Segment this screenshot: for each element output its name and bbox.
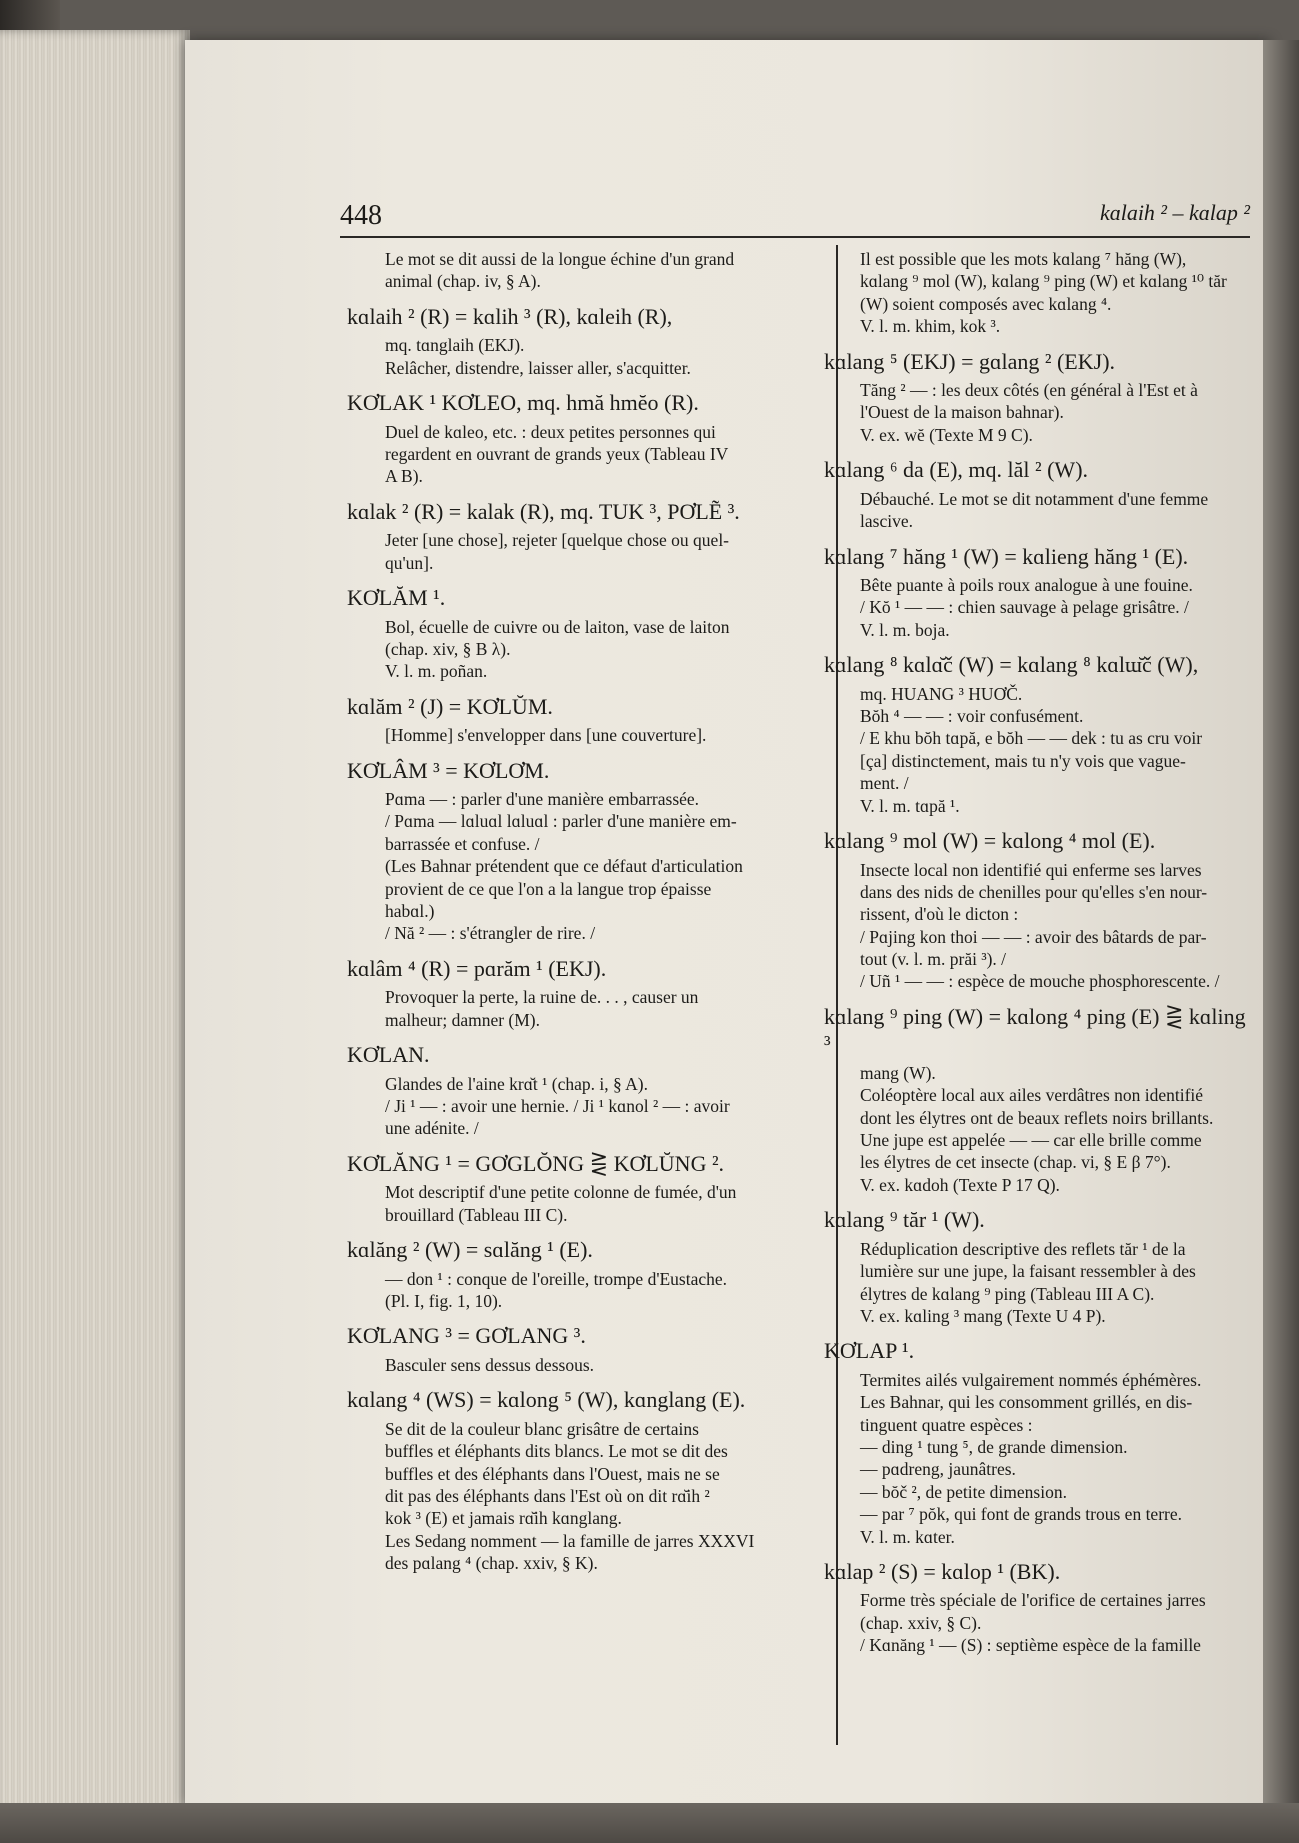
entry-text-line: Une jupe est appelée — — car elle brille comme — [860, 1130, 1202, 1151]
entry-text-line: — don ¹ : conque de l'oreille, trompe d'Eustache. — [385, 1268, 728, 1289]
entry-headword: kɑlang ⁶ da (E), mq. lăl ² (W). — [824, 457, 1089, 483]
entry-text-line: V. ex. wĕ (Texte M 9 C). — [860, 424, 1033, 445]
entry-text-line: / E khu bŏh tɑpă, e bŏh — — dek : tu as cru voir — [860, 728, 1203, 749]
entry-text-line: les élytres de cet insecte (chap. vi, § E β 7°). — [860, 1152, 1171, 1173]
entry-text-line: Le mot se dit aussi de la longue échine d'un grand — [385, 249, 735, 269]
entry-text-line: barrassée et confuse. / — [385, 833, 540, 854]
entry-text-line: [ça] distinctement, mais tu n'y vois que vague- — [860, 750, 1186, 771]
dictionary-entry — [347, 1236, 815, 1312]
entry-text-line: dans des nids de chenilles pour qu'elles s'en nour- — [860, 881, 1208, 902]
dictionary-entry — [824, 1206, 1255, 1327]
entry-text-line: malheur; damner (M). — [385, 1009, 541, 1030]
entry-text-line: V. ex. kɑling ³ mang (Texte U 4 P). — [860, 1305, 1106, 1326]
entry-headword: kɑlak ² (R) = kalak (R), mq. TUK ³, PƠLẼ ³. — [347, 498, 740, 524]
entry-headword: KƠLÂM ³ = KƠLƠM. — [347, 757, 550, 783]
entry-headword: kɑlang ⁹ ping (W) = kɑlong ⁴ ping (E) ⋛ kɑling ³ — [824, 1003, 1246, 1057]
entry-text-line: regardent en ouvrant de grands yeux (Tableau IV — [385, 443, 729, 464]
entry-headword: kɑlap ² (S) = kɑlop ¹ (BK). — [824, 1558, 1061, 1584]
entry-text-line: kɑlang ⁹ mol (W), kɑlang ⁹ ping (W) et kɑlang ¹⁰ tăr — [860, 271, 1227, 292]
dictionary-entry — [824, 1337, 1255, 1548]
table-surface — [0, 1803, 1299, 1843]
dictionary-entry — [824, 1003, 1255, 1196]
dictionary-entry — [824, 827, 1255, 993]
entry-text-line: l'Ouest de la maison bahnar). — [860, 402, 1064, 423]
entry-text-line: / Pɑma — lɑluɑl lɑluɑl : parler d'une manière em- — [385, 811, 737, 832]
entry-headword: kɑlang ⁸ kɑlɑ̆č (W) = kɑlang ⁸ kɑlɯ̆č (W), — [824, 652, 1199, 678]
dictionary-entry — [347, 955, 815, 1031]
entry-text-line: provient de ce que l'on a la langue trop épaisse — [385, 878, 712, 899]
entry-headword: KƠLAN. — [347, 1042, 430, 1068]
entry-text-line: habɑl.) — [385, 901, 435, 922]
dictionary-entry — [860, 248, 1255, 338]
entry-text-line: / Ji ¹ — : avoir une hernie. / Ji ¹ kɑnol ² — : avoir — [385, 1095, 730, 1116]
dictionary-entry — [824, 456, 1255, 532]
entry-text-line: Coléoptère local aux ailes verdâtres non identifié — [860, 1085, 1204, 1106]
entry-text-line: Relâcher, distendre, laisser aller, s'acquitter. — [385, 357, 691, 378]
dictionary-entry — [347, 498, 815, 574]
entry-text-line: Il est possible que les mots kɑlang ⁷ hăng (W), — [860, 249, 1187, 269]
entry-text-line: Mot descriptif d'une petite colonne de fumée, d'un — [385, 1182, 737, 1203]
entry-text-line: / Uñ ¹ — — : espèce de mouche phosphorescente. / — [860, 971, 1220, 992]
entry-text-line: — pɑdreng, jaunâtres. — [860, 1459, 1016, 1480]
dictionary-entry — [347, 303, 815, 379]
entry-text-line: brouillard (Tableau III C). — [385, 1204, 568, 1225]
entry-headword: KƠLAK ¹ KƠLEO, mq. hmă hmĕo (R). — [347, 390, 699, 416]
entry-headword: kɑlăm ² (J) = KƠLŬM. — [347, 693, 553, 719]
entry-headword: kɑlang ⁴ (WS) = kɑlong ⁵ (W), kɑnglang (E). — [347, 1387, 746, 1413]
right-column — [824, 248, 1255, 1667]
entry-text-line: Réduplication descriptive des reflets tăr ¹ de la — [860, 1238, 1186, 1259]
entry-text-line: — par ⁷ pŏk, qui font de grands trous en terre. — [860, 1504, 1182, 1525]
entry-text-line: / Kŏ ¹ — — : chien sauvage à pelage grisâtre. / — [860, 597, 1189, 618]
entry-headword: kɑlăng ² (W) = sɑlăng ¹ (E). — [347, 1237, 593, 1263]
entry-text-line: V. l. m. boja. — [860, 619, 950, 640]
entry-text-line: des pɑlang ⁴ (chap. xxiv, § K). — [385, 1553, 598, 1574]
entry-text-line: / Kɑnăng ¹ — (S) : septième espèce de la famille — [860, 1635, 1201, 1656]
left-column — [347, 248, 815, 1584]
page-stack-edge — [0, 30, 190, 1820]
dictionary-entry — [824, 1558, 1255, 1657]
entry-text-line: buffles et des éléphants dans l'Ouest, mais ne se — [385, 1463, 720, 1484]
entry-headword: kɑlang ⁹ mol (W) = kɑlong ⁴ mol (E). — [824, 828, 1156, 854]
entry-text-line: (W) soient composés avec kɑlang ⁴. — [860, 293, 1112, 314]
dictionary-entry — [824, 651, 1255, 817]
dictionary-entry — [347, 1041, 815, 1140]
entry-text-line: kok ³ (E) et jamais rɑ̆ih kɑnglang. — [385, 1508, 622, 1529]
dictionary-entry — [347, 584, 815, 683]
entry-text-line: (Pl. I, fig. 1, 10). — [385, 1290, 503, 1311]
entry-headword: kɑlaih ² (R) = kɑlih ³ (R), kɑleih (R), — [347, 303, 673, 329]
entry-text-line: Les Sedang nomment — la famille de jarres XXXVI — [385, 1530, 755, 1551]
entry-text-line: (Les Bahnar prétendent que ce défaut d'articulation — [385, 856, 743, 877]
entry-text-line: Les Bahnar, qui les consomment grillés, en dis- — [860, 1392, 1193, 1413]
entry-text-line: — bŏč ², de petite dimension. — [860, 1481, 1067, 1502]
entry-headword: kɑlâm ⁴ (R) = pɑrăm ¹ (EKJ). — [347, 955, 607, 981]
entry-text-line: — ding ¹ tung ⁵, de grande dimension. — [860, 1436, 1128, 1457]
dictionary-entry — [347, 389, 815, 488]
entry-text-line: qu'un]. — [385, 552, 434, 573]
entry-text-line: / Pɑjing kon thoi — — : avoir des bâtards de par- — [860, 926, 1207, 947]
dictionary-entry — [347, 693, 815, 747]
entry-text-line: V. l. m. poñan. — [385, 661, 488, 682]
entry-text-line: mq. HUANG ³ HUƠČ. — [860, 683, 1023, 704]
entry-text-line: Insecte local non identifié qui enferme ses larves — [860, 859, 1202, 880]
entry-text-line: Tăng ² — : les deux côtés (en général à l'Est et à — [860, 380, 1198, 401]
entry-text-line: Bŏh ⁴ — — : voir confusément. — [860, 706, 1084, 727]
dictionary-entry — [347, 757, 815, 945]
entry-text-line: tout (v. l. m. prăi ³). / — [860, 949, 1007, 970]
dictionary-entry — [347, 1322, 815, 1376]
dictionary-entry — [347, 1386, 815, 1574]
entry-text-line: (chap. xiv, § B λ). — [385, 638, 511, 659]
entry-text-line: V. ex. kɑdoh (Texte P 17 Q). — [860, 1174, 1060, 1195]
entry-text-line: V. l. m. kɑter. — [860, 1526, 955, 1547]
entry-text-line: Provoquer la perte, la ruine de. . . , causer un — [385, 987, 699, 1008]
entry-text-line: tinguent quatre espèces : — [860, 1414, 1033, 1435]
entry-text-line: élytres de kɑlang ⁹ ping (Tableau III A C). — [860, 1283, 1155, 1304]
entry-headword: KƠLĂNG ¹ = GƠGLŎNG ⋛ KƠLŬNG ². — [347, 1150, 725, 1176]
entry-text-line: Duel de kɑleo, etc. : deux petites personnes qui — [385, 421, 716, 442]
page-number: 448 — [340, 200, 382, 231]
entry-text-line: Basculer sens dessus dessous. — [385, 1354, 595, 1375]
entry-text-line: une adénite. / — [385, 1118, 479, 1139]
entry-text-line: A B). — [385, 466, 423, 487]
running-head: kɑlaih ² – kɑlap ² — [1099, 200, 1250, 225]
entry-text-line: lascive. — [860, 511, 913, 532]
entry-text-line: ment. / — [860, 773, 909, 794]
entry-text-line: mang (W). — [860, 1062, 936, 1083]
page-header — [340, 200, 1250, 238]
entry-text-line: buffles et éléphants dits blancs. Le mot se dit des — [385, 1441, 728, 1462]
dictionary-entry — [824, 348, 1255, 447]
entry-text-line: / Nă ² — : s'étrangler de rire. / — [385, 923, 596, 944]
dictionary-entry — [824, 543, 1255, 642]
dictionary-entry — [347, 1150, 815, 1226]
entry-text-line: Termites ailés vulgairement nommés éphémères. — [860, 1369, 1202, 1390]
entry-text-line: animal (chap. iv, § A). — [385, 271, 541, 292]
entry-text-line: Débauché. Le mot se dit notamment d'une femme — [860, 488, 1209, 509]
entry-text-line: V. l. m. tɑpă ¹. — [860, 795, 960, 816]
entry-headword: kɑlang ⁵ (EKJ) = gɑlang ² (EKJ). — [824, 348, 1116, 374]
entry-text-line: mq. tɑnglaih (EKJ). — [385, 335, 525, 356]
entry-text-line: Jeter [une chose], rejeter [quelque chose ou quel- — [385, 530, 730, 551]
entry-headword: kɑlang ⁷ hăng ¹ (W) = kɑlieng hăng ¹ (E). — [824, 543, 1189, 569]
entry-text-line: dont les élytres ont de beaux reflets noirs brillants. — [860, 1107, 1214, 1128]
dictionary-entry — [385, 248, 815, 293]
entry-text-line: Glandes de l'aine krɑ̆t ¹ (chap. i, § A). — [385, 1073, 648, 1094]
entry-text-line: Pɑma — : parler d'une manière embarrassée. — [385, 789, 700, 810]
entry-text-line: Bête puante à poils roux analogue à une fouine. — [860, 575, 1193, 596]
entry-text-line: [Homme] s'envelopper dans [une couverture]. — [385, 725, 707, 746]
entry-text-line: V. l. m. khim, kok ³. — [860, 316, 1001, 337]
entry-text-line: lumière sur une jupe, la faisant ressembler à des — [860, 1261, 1196, 1282]
book-spine — [1263, 40, 1299, 1840]
entry-text-line: Se dit de la couleur blanc grisâtre de certains — [385, 1418, 699, 1439]
entry-headword: kɑlang ⁹ tăr ¹ (W). — [824, 1207, 985, 1233]
entry-headword: KƠLANG ³ = GƠLANG ³. — [347, 1323, 586, 1349]
entry-text-line: Forme très spéciale de l'orifice de certaines jarres — [860, 1590, 1206, 1611]
entry-text-line: Bol, écuelle de cuivre ou de laiton, vase de laiton — [385, 616, 730, 637]
entry-text-line: dit pas des éléphants dans l'Est où on dit rɑ̆ih ² — [385, 1485, 710, 1506]
entry-text-line: (chap. xxiv, § C). — [860, 1612, 982, 1633]
entry-headword: KƠLAP ¹. — [824, 1338, 915, 1364]
entry-headword: KƠLĂM ¹. — [347, 585, 446, 611]
entry-text-line: rissent, d'où le dicton : — [860, 904, 1019, 925]
